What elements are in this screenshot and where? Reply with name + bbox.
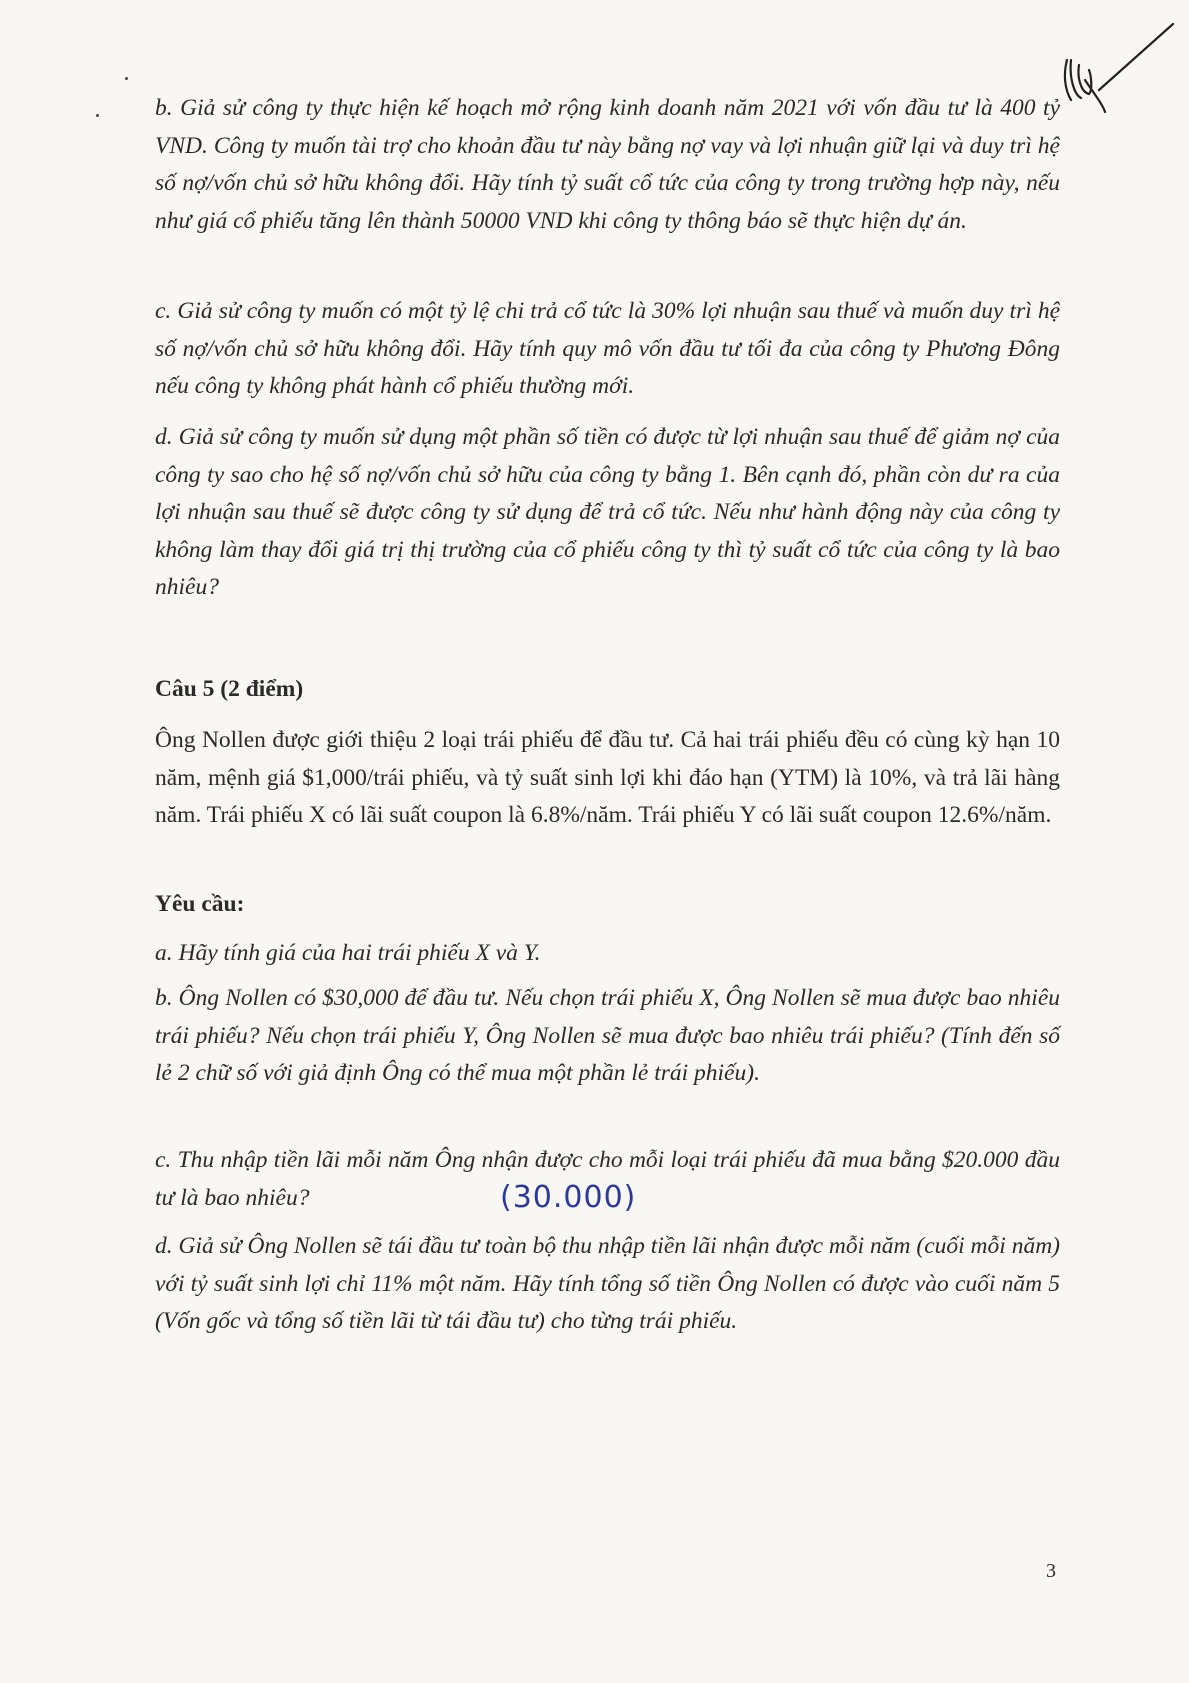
q5-part-d: d. Giả sử Ông Nollen sẽ tái đầu tư toàn bộ thu nhập tiền lãi nhận được mỗi năm (cuối mỗi năm) với tỷ suất sinh lợi chỉ 11% một năm. Hãy tính tổng số tiền Ông Nollen có được vào cuối năm 5 (Vốn gốc và tổng số tiền lãi từ tái đầu tư) cho từng trái phiếu. [155,1233,1060,1334]
q4-part-d: d. Giả sử công ty muốn sử dụng một phần số tiền có được từ lợi nhuận sau thuế để giảm nợ của công ty sao cho hệ số nợ/vốn chủ sở hữu của công ty bằng 1. Bên cạnh đó, phần còn dư ra của lợi nhuận sau thuế sẽ được công ty sử dụng để trả cổ tức. Nếu như hành động này của công ty không làm thay đổi giá trị thị trường của cổ phiếu công ty thì tỷ suất cổ tức của công ty là bao nhiêu? [155,424,1060,600]
q5-part-c-text: c. Thu nhập tiền lãi mỗi năm Ông nhận được cho mỗi loại trái phiếu đã mua bằng $20.000 đầu tư là bao nhiêu? [155,1147,1060,1211]
q5-part-b: b. Ông Nollen có $30,000 để đầu tư. Nếu chọn trái phiếu X, Ông Nollen sẽ mua được bao nhiêu trái phiếu? Nếu chọn trái phiếu Y, Ông Nollen sẽ mua được bao nhiêu trái phiếu? (Tính đến số lẻ 2 chữ số với giả định Ông có thể mua một phần lẻ trái phiếu). [155,985,1060,1086]
scan-speck [96,114,99,117]
handwritten-note: (30.000) [500,1180,637,1215]
q4-part-c: c. Giả sử công ty muốn có một tỷ lệ chi trả cổ tức là 30% lợi nhuận sau thuế và muốn duy trì hệ số nợ/vốn chủ sở hữu không đổi. Hãy tính quy mô vốn đầu tư tối đa của công ty Phương Đông nếu công ty không phát hành cổ phiếu thường mới. [155,298,1060,399]
q5-intro: Ông Nollen được giới thiệu 2 loại trái phiếu để đầu tư. Cả hai trái phiếu đều có cùng kỳ hạn 10 năm, mệnh giá $1,000/trái phiếu, và tỷ suất sinh lợi khi đáo hạn (YTM) là 10%, và trả lãi hàng năm. Trái phiếu X có lãi suất coupon là 6.8%/năm. Trái phiếu Y có lãi suất coupon 12.6%/năm. [155,727,1060,828]
signature-mark [1055,20,1175,120]
scan-speck [125,77,128,80]
q5-heading: Câu 5 (2 điểm) [155,676,304,702]
q5-part-a: a. Hãy tính giá của hai trái phiếu X và Y. [155,940,541,966]
page-number: 3 [1046,1560,1056,1582]
q5-requirements-heading: Yêu cầu: [155,891,245,917]
q4-part-b: b. Giả sử công ty thực hiện kế hoạch mở rộng kinh doanh năm 2021 với vốn đầu tư là 400 tỷ VND. Công ty muốn tài trợ cho khoản đầu tư này bằng nợ vay và lợi nhuận giữ lại và duy trì hệ số nợ/vốn chủ sở hữu không đổi. Hãy tính tỷ suất cổ tức của công ty trong trường hợp này, nếu như giá cổ phiếu tăng lên thành 50000 VND khi công ty thông báo sẽ thực hiện dự án. [155,95,1060,234]
